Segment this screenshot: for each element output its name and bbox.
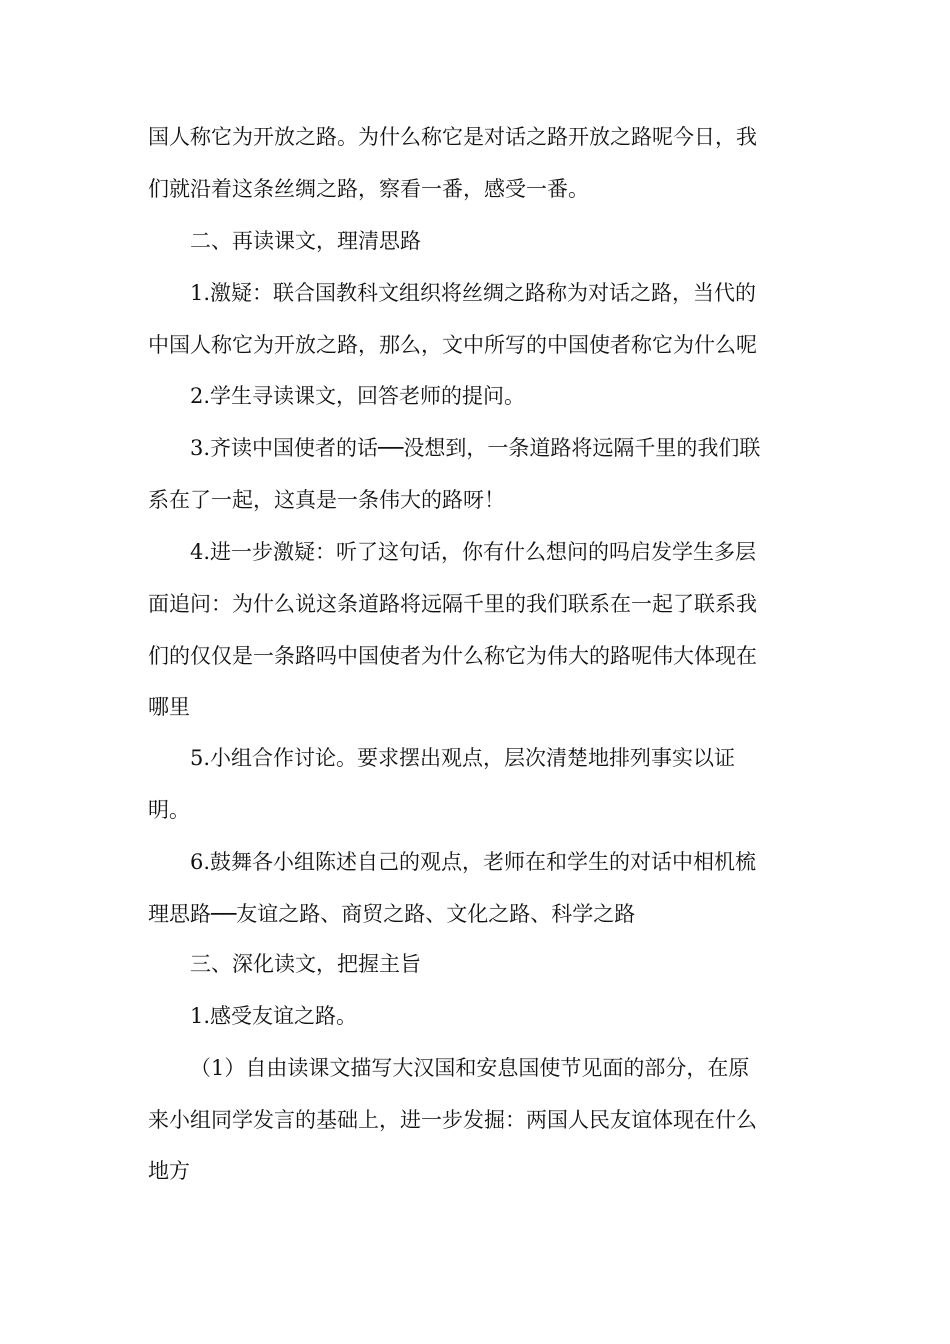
text-line: 哪里 bbox=[148, 695, 190, 719]
text-line: 面追问：为什么说这条道路将远隔千里的我们联系在一起了联系我 bbox=[148, 592, 757, 616]
text-line: 1.感受友谊之路。 bbox=[190, 1004, 358, 1028]
section-heading: 二、再读课文，理清思路 bbox=[190, 229, 421, 253]
text-line: 明。 bbox=[148, 798, 190, 822]
text-line: 地方 bbox=[148, 1159, 190, 1183]
text-line: （1）自由读课文描写大汉国和安息国使节见面的部分，在原 bbox=[190, 1056, 750, 1080]
text-line: 系在了一起，这真是一条伟大的路呀！ bbox=[148, 488, 505, 512]
text-line: 们的仅仅是一条路吗中国使者为什么称它为伟大的路呢伟大体现在 bbox=[148, 644, 757, 668]
text-line: 5.小组合作讨论。要求摆出观点，层次清楚地排列事实以证 bbox=[190, 746, 736, 770]
text-line: 2.学生寻读课文，回答老师的提问。 bbox=[190, 384, 526, 408]
text-line: 来小组同学发言的基础上，进一步发掘：两国人民友谊体现在什么 bbox=[148, 1108, 757, 1132]
text-line: 4.进一步激疑：听了这句话，你有什么想问的吗启发学生多层 bbox=[190, 540, 757, 564]
text-line: 1.激疑：联合国教科文组织将丝绸之路称为对话之路，当代的 bbox=[190, 281, 757, 305]
text-line: 们就沿着这条丝绸之路，察看一番，感受一番。 bbox=[148, 177, 589, 201]
text-line: 6.鼓舞各小组陈述自己的观点，老师在和学生的对话中相机梳 bbox=[190, 850, 757, 874]
text-line: 中国人称它为开放之路，那么，文中所写的中国使者称它为什么呢 bbox=[148, 333, 757, 357]
text-line: 国人称它为开放之路。为什么称它是对话之路开放之路呢今日，我 bbox=[148, 125, 757, 149]
section-heading: 三、深化读文，把握主旨 bbox=[190, 952, 421, 976]
text-line: 理思路──友谊之路、商贸之路、文化之路、科学之路 bbox=[148, 902, 636, 926]
text-line: 3.齐读中国使者的话──没想到，一条道路将远隔千里的我们联 bbox=[190, 436, 761, 460]
